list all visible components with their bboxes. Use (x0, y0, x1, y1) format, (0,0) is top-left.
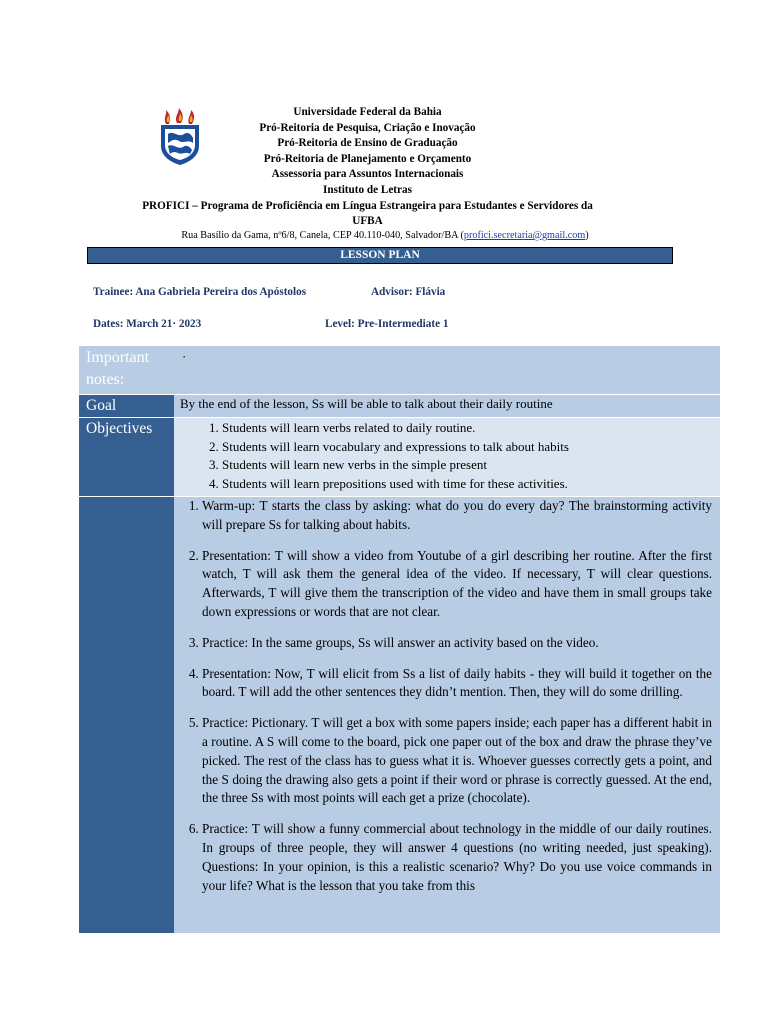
important-notes-row (79, 346, 720, 395)
lesson-plan-title: LESSON PLAN (87, 247, 673, 264)
lesson-plan-table (79, 346, 720, 934)
activity-item: 4. Presentation: Now, T will elicit from Ss a list of daily habits - they will build it together on the board. T will add the other sentences they didn’t mention. Then, they will do some drilling. (202, 665, 712, 703)
header-line-profici: PROFICI – Programa de Proficiência em Língua Estrangeira para Estudantes e Servidores da (142, 199, 593, 212)
email-link[interactable]: profici.secretaria@gmail.com (463, 230, 586, 241)
header-line-planning: Pró-Reitoria de Planejamento e Orçamento (263, 152, 472, 165)
header-line-university: Universidade Federal da Bahia (293, 106, 442, 118)
activity-item: 1. Warm-up: T starts the class by asking: what do you do every day? The brainstorming activity will prepare Ss for talking about habits. (202, 497, 712, 535)
goal-label: Goal (79, 395, 174, 418)
activities-list (174, 497, 712, 895)
header-line-international: Assessoria para Assuntos Internacionais (271, 168, 464, 181)
objectives-label: Objectives (79, 418, 174, 497)
header-line-research: Pró-Reitoria de Pesquisa, Criação e Inovação (259, 121, 476, 134)
trainee-label: Trainee: Ana Gabriela Pereira dos Apóstolos (93, 286, 307, 298)
important-notes-value: · (182, 349, 187, 364)
header-line-institute: Instituto de Letras (323, 183, 412, 196)
objective-item: 2. Students will learn vocabulary and expressions to talk about habits (222, 438, 720, 457)
activity-item: 5. Practice: Pictionary. T will get a box with some papers inside; each paper has a different habit in a routine. A S will come to the board, pick one paper out of the box and draw the phrase they’ve picked. The rest of the class has to guess what it is. Whoever guesses correctly gets a point, and the S doing the drawing also gets a point if their word or phrase is correctly guessed. At the end, the three Ss with most points will each get a prize (chocolate). (202, 714, 712, 808)
objective-item: 3. Students will learn new verbs in the simple present (222, 456, 720, 475)
institution-header (100, 105, 635, 230)
activity-item: 2. Presentation: T will show a video from Youtube of a girl describing her routine. After the first watch, T will ask them the general idea of the video. If necessary, T will clear questions. Afterwards, T will give them the transcription of the video and have them in small groups take down expressions or words that are not clear. (202, 547, 712, 622)
address-close-paren: ) (585, 230, 589, 241)
goal-value: By the end of the lesson, Ss will be able to talk about their daily routine (174, 395, 720, 418)
level-label: Level: Pre-Intermediate 1 (325, 318, 449, 330)
objectives-list (174, 419, 720, 493)
address-text: Rua Basílio da Gama, nº6/8, Canela, CEP 40.110-040, Salvador/BA ( (181, 230, 464, 241)
objective-item: 1. Students will learn verbs related to daily routine. (222, 419, 720, 438)
header-line-ufba: UFBA (352, 215, 383, 228)
goal-row (79, 395, 720, 418)
activity-item: 3. Practice: In the same groups, Ss will answer an activity based on the video. (202, 634, 712, 653)
address-line (90, 230, 680, 241)
activity-item: 6. Practice: T will show a funny commercial about technology in the middle of our daily routines. In groups of three people, they will answer 4 questions (no writing needed, just speaking). Questions: In your opinion, is this a realistic scenario? Why? Do you use voice commands in your life? What is the lesson that you take from this (202, 820, 712, 895)
important-notes-label: Important notes: (79, 346, 174, 395)
objective-item: 4. Students will learn prepositions used with time for these activities. (222, 475, 720, 494)
dates-label: Dates: March 21· 2023 (93, 318, 202, 330)
activities-label-cell (79, 497, 174, 934)
advisor-label: Advisor: Flávia (371, 286, 446, 298)
objectives-row (79, 418, 720, 497)
activities-row (79, 497, 720, 934)
header-line-undergrad: Pró-Reitoria de Ensino de Graduação (277, 137, 458, 150)
